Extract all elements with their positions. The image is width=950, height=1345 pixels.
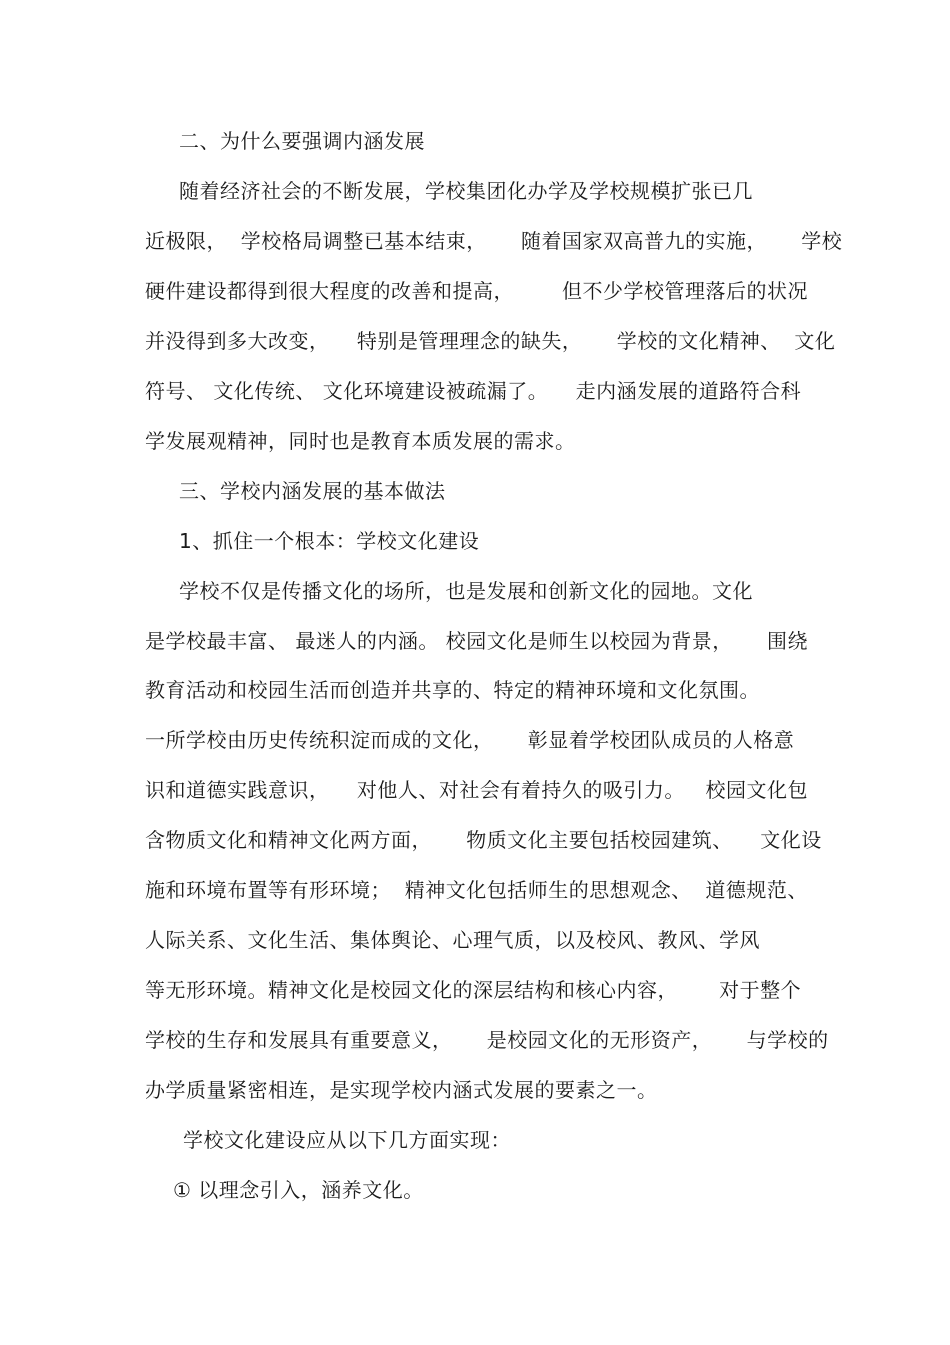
paragraph-line: 学发展观精神，同时也是教育本质发展的需求。: [145, 429, 576, 453]
paragraph-line: 学校文化建设应从以下几方面实现：: [183, 1128, 511, 1152]
paragraph-line: 学校的生存和发展具有重要意义， 是校园文化的无形资产， 与学校的: [145, 1028, 829, 1052]
paragraph-line: 是学校最丰富、 最迷人的内涵。 校园文化是师生以校园为背景， 围绕: [145, 629, 809, 653]
paragraph-line: 含物质文化和精神文化两方面， 物质文化主要包括校园建筑、 文化设: [145, 828, 822, 852]
paragraph-line: 随着经济社会的不断发展，学校集团化办学及学校规模扩张已几: [179, 179, 753, 203]
paragraph-line: 符号、 文化传统、 文化环境建设被疏漏了。 走内涵发展的道路符合科: [145, 379, 802, 403]
paragraph-line: 施和环境布置等有形环境； 精神文化包括师生的思想观念、 道德规范、: [145, 878, 808, 902]
paragraph-line: 硬件建设都得到很大程度的改善和提高， 但不少学校管理落后的状况: [145, 279, 809, 303]
paragraph-line: 近极限， 学校格局调整已基本结束， 随着国家双高普九的实施， 学校: [145, 229, 843, 253]
paragraph-line: 一所学校由历史传统积淀而成的文化， 彰显着学校团队成员的人格意: [145, 728, 795, 752]
section-heading-3: 三、学校内涵发展的基本做法: [179, 479, 446, 503]
paragraph-line: 人际关系、文化生活、集体舆论、心理气质，以及校风、教风、学风: [145, 928, 760, 952]
paragraph-line: 等无形环境。精神文化是校园文化的深层结构和核心内容， 对于整个: [145, 978, 802, 1002]
paragraph-line: 学校不仅是传播文化的场所，也是发展和创新文化的园地。文化: [179, 579, 753, 603]
paragraph-line: 教育活动和校园生活而创造并共享的、特定的精神环境和文化氛围。: [145, 678, 760, 702]
list-item-1: ① 以理念引入，涵养文化。: [173, 1178, 424, 1202]
paragraph-line: 办学质量紧密相连，是实现学校内涵式发展的要素之一。: [145, 1078, 658, 1102]
section-heading-2: 二、为什么要强调内涵发展: [179, 129, 425, 153]
subsection-heading-1: 1、抓住一个根本：学校文化建设: [179, 529, 480, 553]
paragraph-line: 并没得到多大改变， 特别是管理理念的缺失， 学校的文化精神、 文化: [145, 329, 836, 353]
paragraph-line: 识和道德实践意识， 对他人、对社会有着持久的吸引力。 校园文化包: [145, 778, 809, 802]
